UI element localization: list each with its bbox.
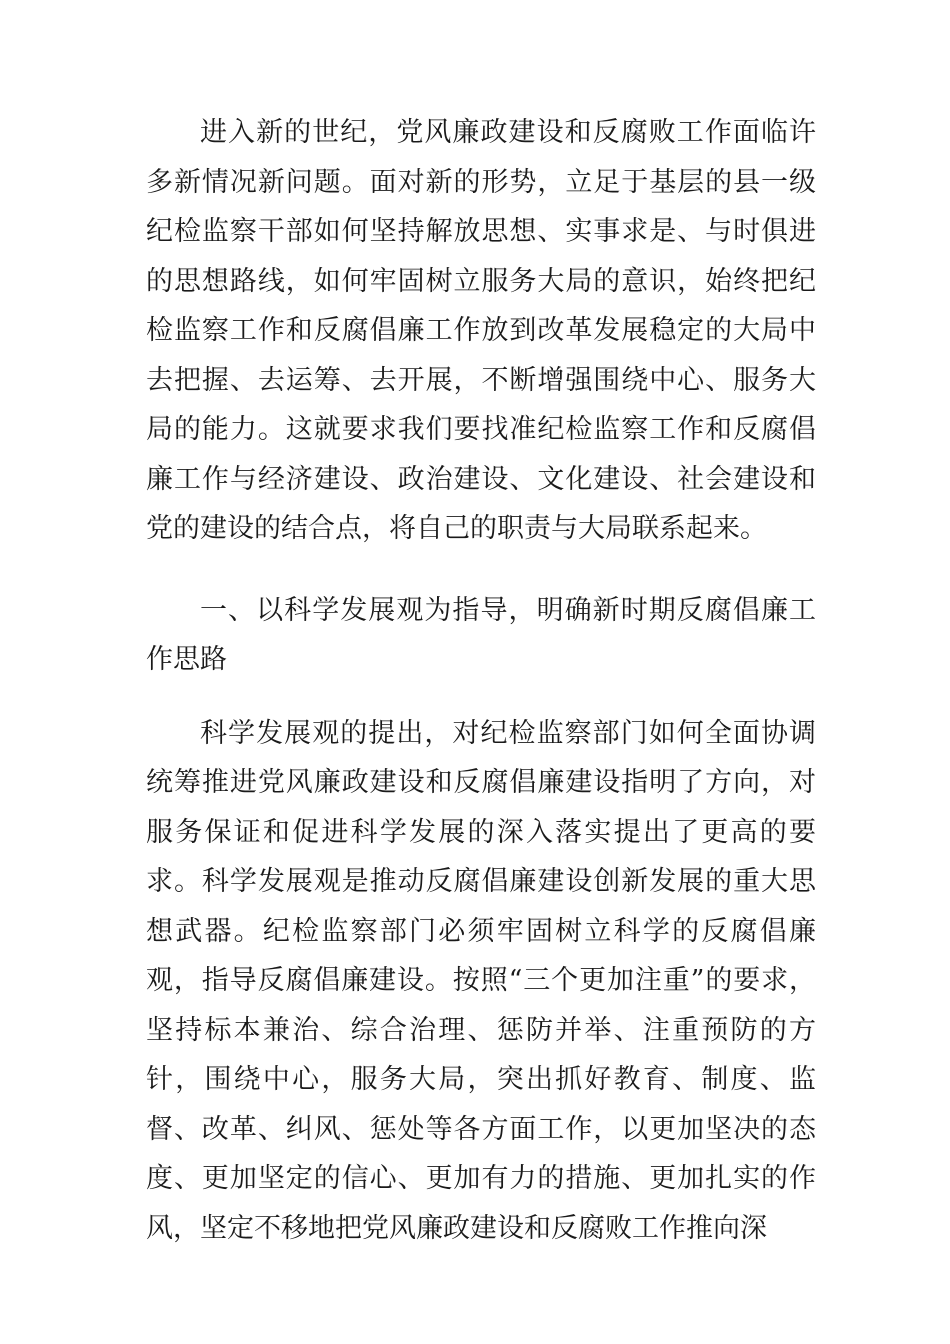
document-body [146,108,816,1253]
section-heading: 一、以科学发展观为指导，明确新时期反腐倡廉工作思路 [146,594,816,675]
intro-paragraph: 进入新的世纪，党风廉政建设和反腐败工作面临许多新情况新问题。面对新的形势，立足于基层的县一级纪检监察干部如何坚持解放思想、实事求是、与时俱进的思想路线，如何牢固树立服务大局的意识，始终把纪检监察工作和反腐倡廉工作放到改革发展稳定的大局中去把握、去运筹、去开展，不断增强围绕中心、服务大局的能力。这就要求我们要找准纪检监察工作和反腐倡廉工作与经济建设、政治建设、文化建设、社会建设和党的建设的结合点，将自己的职责与大局联系起来。 [146,117,816,544]
body-paragraph: 科学发展观的提出，对纪检监察部门如何全面协调统筹推进党风廉政建设和反腐倡廉建设指明了方向，对服务保证和促进科学发展的深入落实提出了更高的要求。科学发展观是推动反腐倡廉建设创新发展的重大思想武器。纪检监察部门必须牢固树立科学的反腐倡廉观，指导反腐倡廉建设。按照“三个更加注重”的要求，坚持标本兼治、综合治理、惩防并举、注重预防的方针，围绕中心，服务大局，突出抓好教育、制度、监督、改革、纠风、惩处等各方面工作，以更加坚决的态度、更加坚定的信心、更加有力的措施、更加扎实的作风，坚定不移地把党风廉政建设和反腐败工作推向深 [146,717,816,1244]
